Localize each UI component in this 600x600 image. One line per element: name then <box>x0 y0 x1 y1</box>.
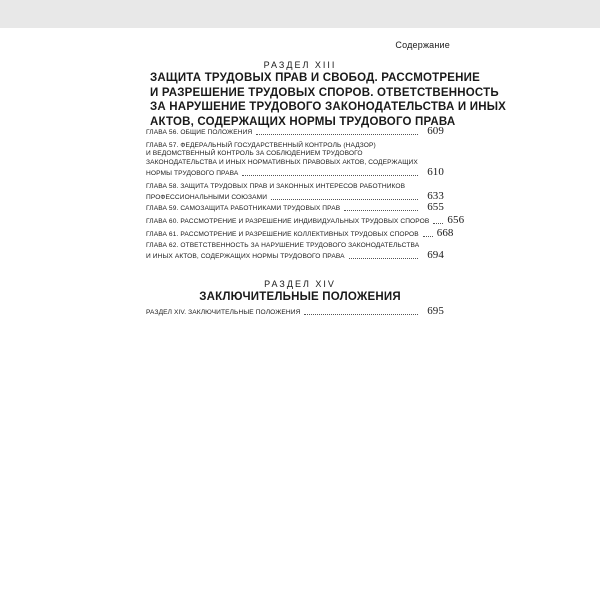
toc-entry-ch61[interactable] <box>146 227 454 239</box>
toc-entry-ch57[interactable] <box>146 142 444 178</box>
toc-entry-label: НОРМЫ ТРУДОВОГО ПРАВА <box>146 169 239 177</box>
leader-dots <box>242 175 418 176</box>
section-13-title <box>150 71 507 129</box>
section-13-title-line: ЗАЩИТА ТРУДОВЫХ ПРАВ И СВОБОД. РАССМОТРЕНИЕ <box>150 72 480 84</box>
toc-entry-ch59[interactable] <box>146 202 444 213</box>
toc-entry-ch60[interactable] <box>146 214 465 226</box>
toc-page-number: 655 <box>427 201 444 213</box>
toc-entry-ch56[interactable] <box>146 126 444 137</box>
scan-top-band <box>0 0 600 28</box>
toc-entry-label: ГЛАВА 61. РАССМОТРЕНИЕ И РАЗРЕШЕНИЕ КОЛЛЕКТИВНЫХ ТРУДОВЫХ СПОРОВ <box>146 230 419 238</box>
leader-dots <box>271 199 418 200</box>
section-14-title-line: ЗАКЛЮЧИТЕЛЬНЫЕ ПОЛОЖЕНИЯ <box>199 291 401 303</box>
section-14-label: РАЗДЕЛ XIV <box>264 279 336 289</box>
toc-entry-label: ЗАКОНОДАТЕЛЬСТВА И ИНЫХ НОРМАТИВНЫХ ПРАВОВЫХ АКТОВ, СОДЕРЖАЩИХ <box>146 158 418 166</box>
section-13-label: РАЗДЕЛ XIII <box>263 60 337 70</box>
toc-page-number: 694 <box>427 249 444 262</box>
toc-entry-section-14[interactable] <box>146 306 444 317</box>
section-13-title-line: И РАЗРЕШЕНИЕ ТРУДОВЫХ СПОРОВ. ОТВЕТСТВЕННОСТЬ <box>150 86 499 99</box>
toc-entry-ch62[interactable] <box>146 242 444 261</box>
toc-page-number: 668 <box>436 227 454 239</box>
toc-page-number: 609 <box>427 125 444 137</box>
leader-dots <box>256 134 418 135</box>
toc-entry-label: ГЛАВА 59. САМОЗАЩИТА РАБОТНИКАМИ ТРУДОВЫХ ПРАВ <box>146 204 341 212</box>
toc-entry-label: РАЗДЕЛ XIV. ЗАКЛЮЧИТЕЛЬНЫЕ ПОЛОЖЕНИЯ <box>146 308 301 316</box>
toc-entry-label: И ИНЫХ АКТОВ, СОДЕРЖАЩИХ НОРМЫ ТРУДОВОГО ПРАВА <box>146 253 345 260</box>
toc-entry-label: ГЛАВА 56. ОБЩИЕ ПОЛОЖЕНИЯ <box>146 128 253 136</box>
toc-page-number: 633 <box>427 190 444 203</box>
leader-dots <box>304 314 418 315</box>
toc-entry-label: И ВЕДОМСТВЕННЫЙ КОНТРОЛЬ ЗА СОБЛЮДЕНИЕМ ТРУДОВОГО <box>146 150 363 158</box>
toc-entry-label: ГЛАВА 62. ОТВЕТСТВЕННОСТЬ ЗА НАРУШЕНИЕ ТРУДОВОГО ЗАКОНОДАТЕЛЬСТВА <box>146 242 420 249</box>
leader-dots <box>349 258 418 259</box>
toc-page-number: 695 <box>427 305 444 317</box>
leader-dots <box>433 223 443 224</box>
toc-page-number: 656 <box>447 214 465 226</box>
leader-dots <box>344 210 418 211</box>
toc-entry-label: ГЛАВА 57. ФЕДЕРАЛЬНЫЙ ГОСУДАРСТВЕННЫЙ КОНТРОЛЬ (НАДЗОР) <box>146 142 376 149</box>
toc-page-number: 610 <box>427 166 444 179</box>
running-head: Содержание <box>395 40 450 50</box>
toc-entry-ch58[interactable] <box>146 183 444 202</box>
leader-dots <box>423 236 433 237</box>
section-14-title <box>150 290 450 305</box>
toc-entry-label: ПРОФЕССИОНАЛЬНЫМИ СОЮЗАМИ <box>146 194 268 201</box>
section-13-title-line: ЗА НАРУШЕНИЕ ТРУДОВОГО ЗАКОНОДАТЕЛЬСТВА И ИНЫХ <box>150 101 507 113</box>
section-13-title-line: АКТОВ, СОДЕРЖАЩИХ НОРМЫ ТРУДОВОГО ПРАВА <box>150 115 456 128</box>
toc-entry-label: ГЛАВА 58. ЗАЩИТА ТРУДОВЫХ ПРАВ И ЗАКОННЫХ ИНТЕРЕСОВ РАБОТНИКОВ <box>146 183 406 190</box>
toc-entry-label: ГЛАВА 60. РАССМОТРЕНИЕ И РАЗРЕШЕНИЕ ИНДИВИДУАЛЬНЫХ ТРУДОВЫХ СПОРОВ <box>146 217 430 225</box>
